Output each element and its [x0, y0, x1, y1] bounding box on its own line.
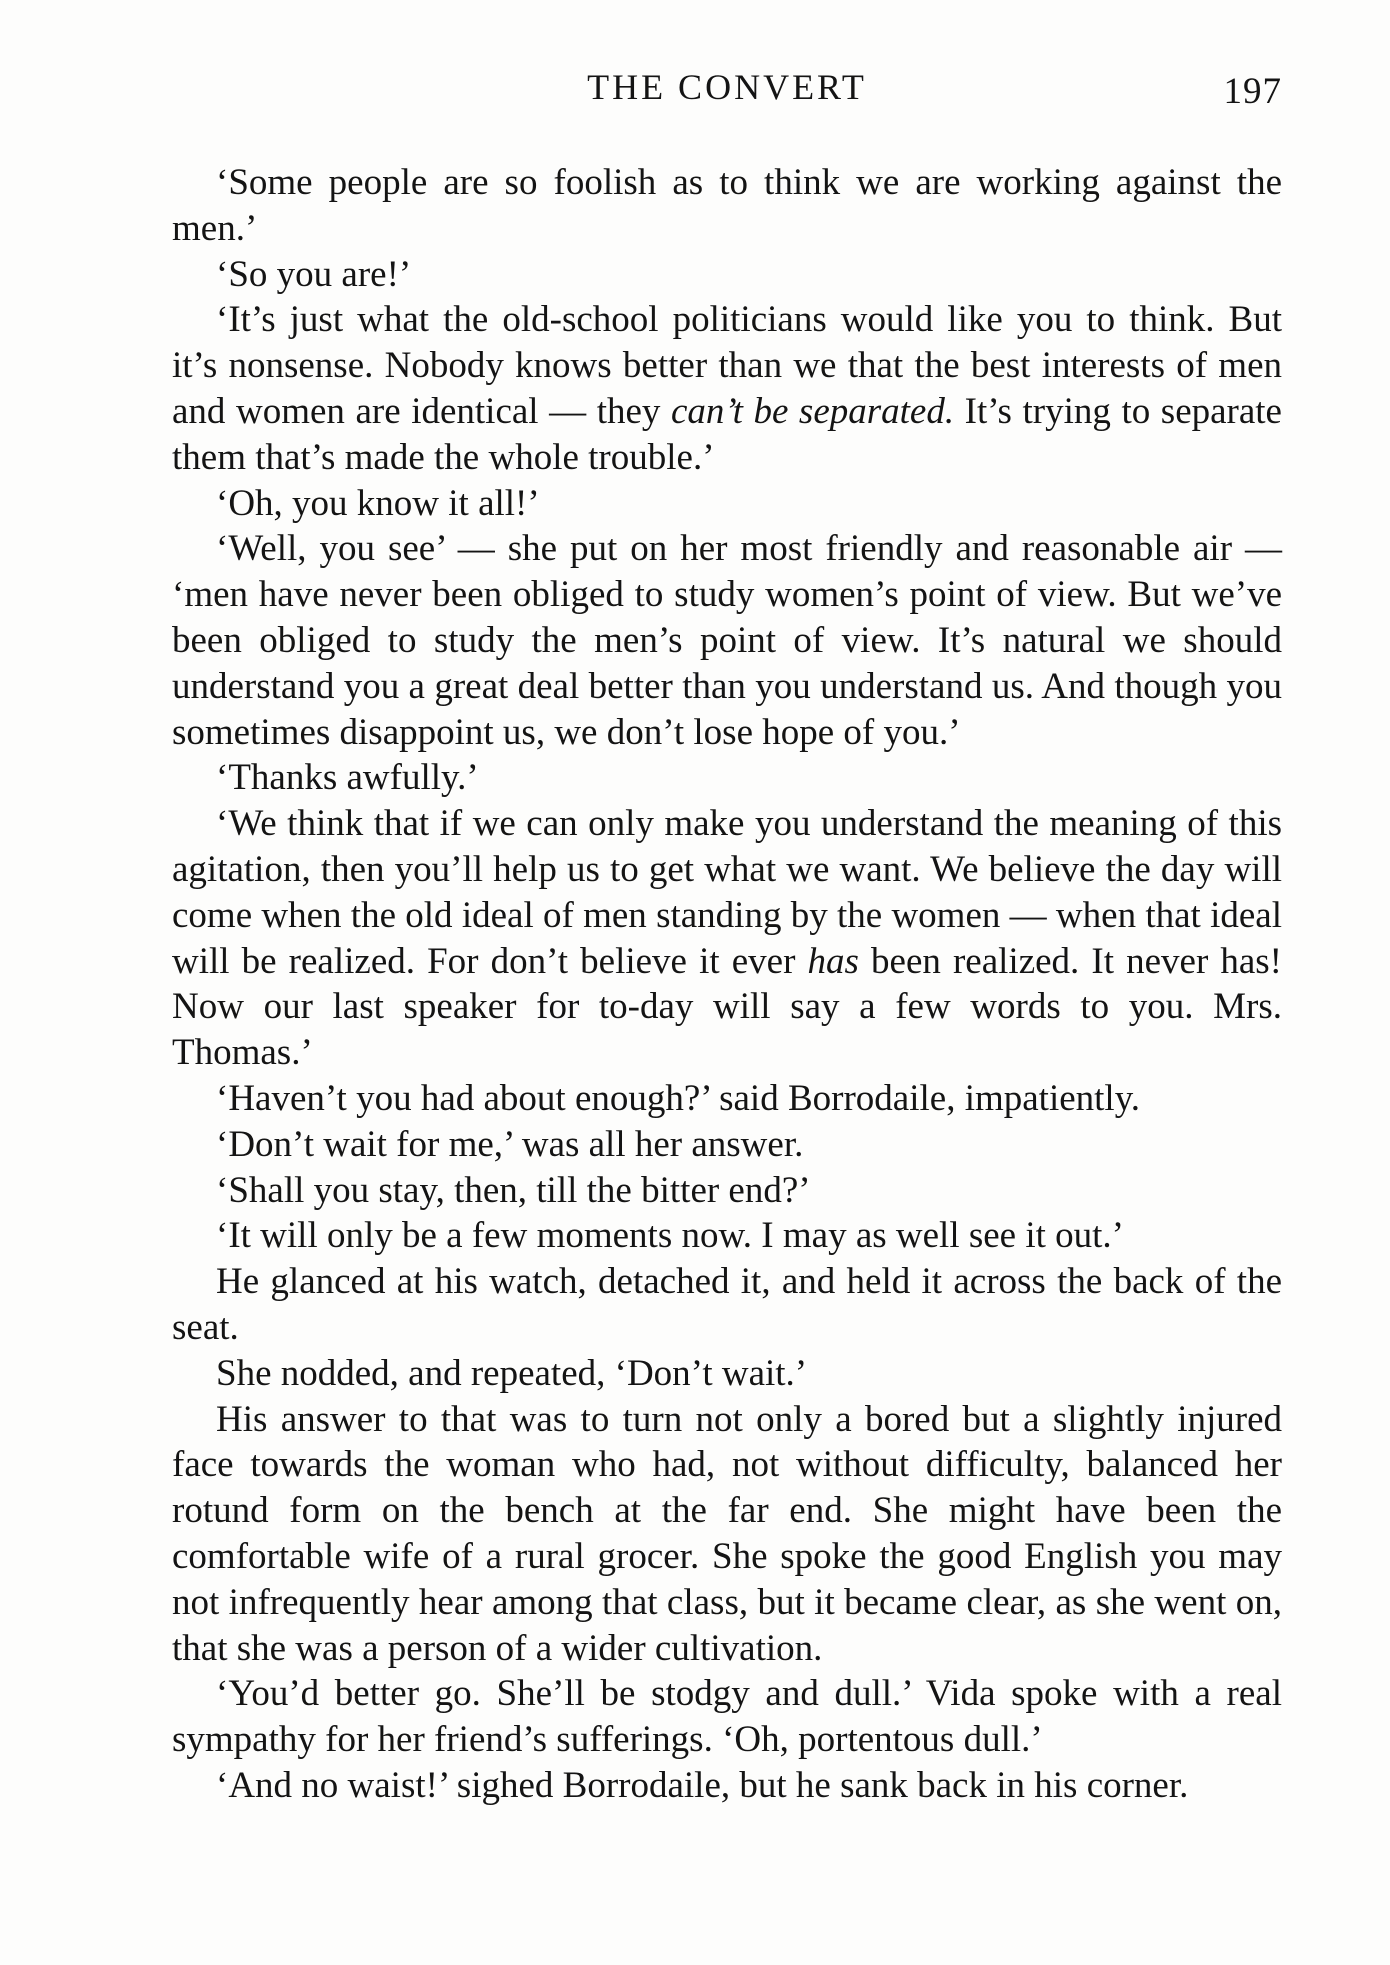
page-number: 197	[1223, 71, 1282, 112]
paragraph	[172, 297, 1282, 480]
paragraph-text: ‘We think that if we can only make you understand the meaning of this agitation, then you’ll help us to get what we want. We believe the day will come when the old ideal of men standing by the women — when that ideal will be realized. For don’t believe it ever	[172, 803, 1282, 982]
paragraph-text: been realized. It never has! Now our last speaker for to-day will say a few words to you. Mrs. Thomas.’	[172, 940, 1283, 1074]
paragraph: She nodded, and repeated, ‘Don’t wait.’	[216, 1352, 808, 1394]
paragraph-text: ‘It’s just what the old-school politicians would like you to think. But it’s nonsense. Nobody knows better than we that the best interests of men and women are identical — they	[172, 299, 1282, 432]
paragraph: His answer to that was to turn not only a bored but a slightly injured face towards the woman who had, not without difficulty, balanced her rotund form on the bench at the far end. She might have been the comfortable wife of a rural grocer. She spoke the good English you may not infrequently hear among that class, but it became clear, as she went on, that she was a person of a wider cultivation.	[172, 1398, 1282, 1669]
paragraph: ‘It will only be a few moments now. I may as well see it out.’	[216, 1215, 1124, 1257]
paragraph	[172, 801, 1282, 1076]
paragraph: ‘Some people are so foolish as to think we are working against the men.’	[172, 162, 1282, 249]
paragraph: ‘You’d better go. She’ll be stodgy and dull.’ Vida spoke with a real sympathy for her friend’s sufferings. ‘Oh, portentous dull.’	[172, 1673, 1282, 1761]
paragraph: ‘Shall you stay, then, till the bitter end?’	[216, 1169, 811, 1211]
paragraph: ‘So you are!’	[216, 253, 412, 295]
body-text	[172, 160, 1282, 1809]
italic-emphasis: can’t be separated.	[670, 390, 955, 432]
paragraph-text: It’s trying to separate them that’s made the whole trouble.’	[172, 390, 1282, 478]
paragraph: ‘Well, you see’ — she put on her most friendly and reasonable air — ‘men have never been obliged to study women’s point of view. But we’ve been obliged to study the men’s point of view. It’s natural we should understand you a great deal better than you understand us. And though you sometimes disappoint us, we don’t lose hope of you.’	[172, 528, 1282, 753]
paragraph: ‘Thanks awfully.’	[216, 757, 479, 799]
running-title: THE CONVERT	[587, 67, 867, 107]
paragraph: ‘And no waist!’ sighed Borrodaile, but he sank back in his corner.	[216, 1764, 1189, 1806]
paragraph: ‘Haven’t you had about enough?’ said Borrodaile, impatiently.	[216, 1077, 1141, 1119]
italic-emphasis: has	[807, 940, 859, 982]
running-head	[172, 66, 1282, 116]
paragraph: He glanced at his watch, detached it, and held it across the back of the seat.	[172, 1261, 1282, 1348]
paragraph: ‘Don’t wait for me,’ was all her answer.	[216, 1123, 804, 1165]
paragraph: ‘Oh, you know it all!’	[216, 482, 540, 524]
